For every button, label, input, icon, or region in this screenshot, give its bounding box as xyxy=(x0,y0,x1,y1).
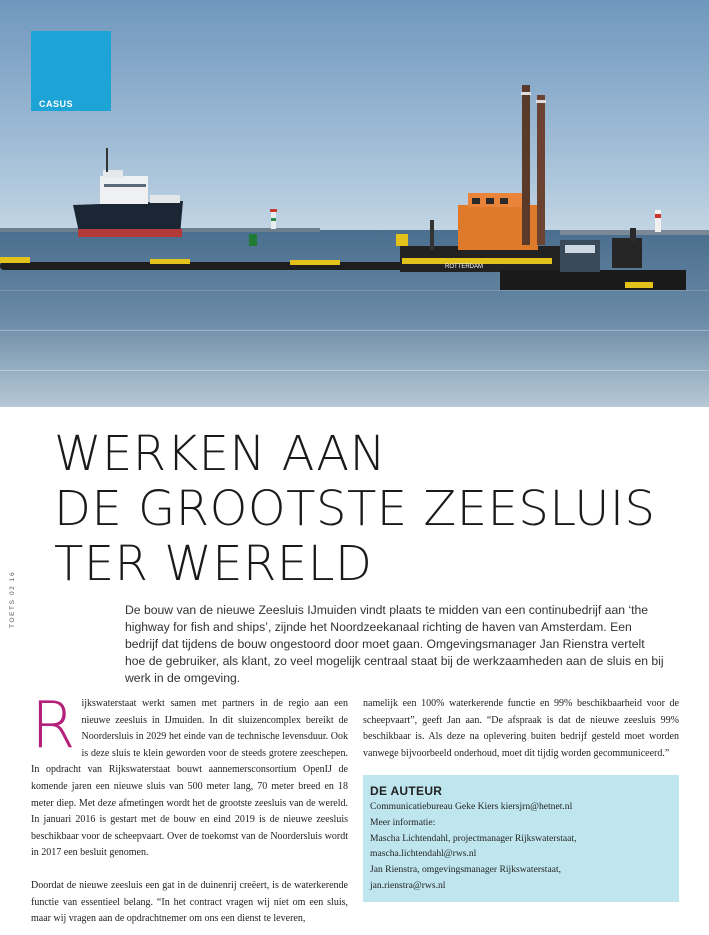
body-column-right xyxy=(363,696,679,778)
headline-line-3: TER WERELD xyxy=(54,536,373,592)
section-badge xyxy=(31,31,111,111)
drop-cap: R xyxy=(31,689,76,763)
author-line: Meer informatie: xyxy=(370,816,436,828)
author-box xyxy=(363,775,679,902)
author-email[interactable]: jan.rienstra@rws.nl xyxy=(370,879,446,891)
lighthouse-right xyxy=(655,210,661,232)
author-line: Jan Rienstra, omgevingsmanager Rijkswaterstaat, xyxy=(370,864,562,876)
author-box-title: DE AUTEUR xyxy=(370,784,443,798)
section-label: CASUS xyxy=(39,99,74,109)
author-line: Mascha Lichtendahl, projectmanager Rijkswaterstaat, xyxy=(370,832,577,844)
intro-paragraph: De bouw van de nieuwe Zeesluis IJmuiden vindt plaats te midden van een continubedrijf aan ‘the highway for fish and ships’, zijnde het Noordzeekanaal richting de haven van Amsterdam. Een bedrijf dat tijdens de bouw ongestoord door moet gaan. Omgevingsmanager Jan Rienstra vertelt hoe de gebruiker, als klant, zo veel mogelijk centraal staat bij de werkzaamheden aan de sluis en bij werk in de omgeving. xyxy=(125,603,664,685)
body-paragraph-2: Doordat de nieuwe zeesluis een gat in de duinenrij creëert, is de waterkerende functie van essentieel belang. “In het contract vragen wij niet om een sluis, maar wij vragen aan de opdrachtnemer om ons een dienst te leveren, xyxy=(31,879,348,925)
headline-line-2: DE GROOTSTE ZEESLUIS xyxy=(54,481,656,537)
buoy xyxy=(249,234,257,246)
author-line: Communicatiebureau Geke Kiers kiersjrn@hetnet.nl xyxy=(370,801,573,812)
author-email[interactable]: mascha.lichtendahl@rws.nl xyxy=(370,848,477,860)
headline-line-1: WERKEN AAN xyxy=(54,426,387,482)
lighthouse-left xyxy=(270,209,277,229)
page-folio: TOETS 02 16 xyxy=(9,570,16,628)
headline xyxy=(54,427,655,592)
svg-text:ROTTERDAM: ROTTERDAM xyxy=(445,264,483,270)
body-paragraph-1: ijkswaterstaat werkt samen met partners in de regio aan een nieuwe zeesluis in IJmuiden. In dit sluizencomplex bereikt de Noordersluis in 2029 het einde van de technische levensduur. Ook is deze sluis te klein geworden voor de steeds grotere zeeschepen. In opdracht van Rijkswaterstaat bouwt aannemersconsortium OpenIJ de komende jaren een nieuwe sluis van 500 meter lang, 70 meter breed en 18 meter diep. Met deze afmetingen wordt het de grootste zeesluis van de wereld. In januari 2016 is gestart met de bouw en eind 2019 is de nieuwe zeesluis beschikbaar voor de scheepvaart. Over de toekomst van de Noordersluis wordt in 2017 een besluit genomen. xyxy=(31,698,348,859)
body-paragraph-3: namelijk een 100% waterkerende functie en 99% beschikbaarheid voor de scheepvaart”, geeft Jan aan. “De afspraak is dat de nieuwe zeesluis 99% beschikbaar is. Als deze na oplevering buiten bedrijf gesteld moet worden vanwege bijvoorbeeld onderhoud, moet dit tijdig worden gecommuniceerd.” xyxy=(363,698,679,759)
body-column-left xyxy=(31,689,348,935)
